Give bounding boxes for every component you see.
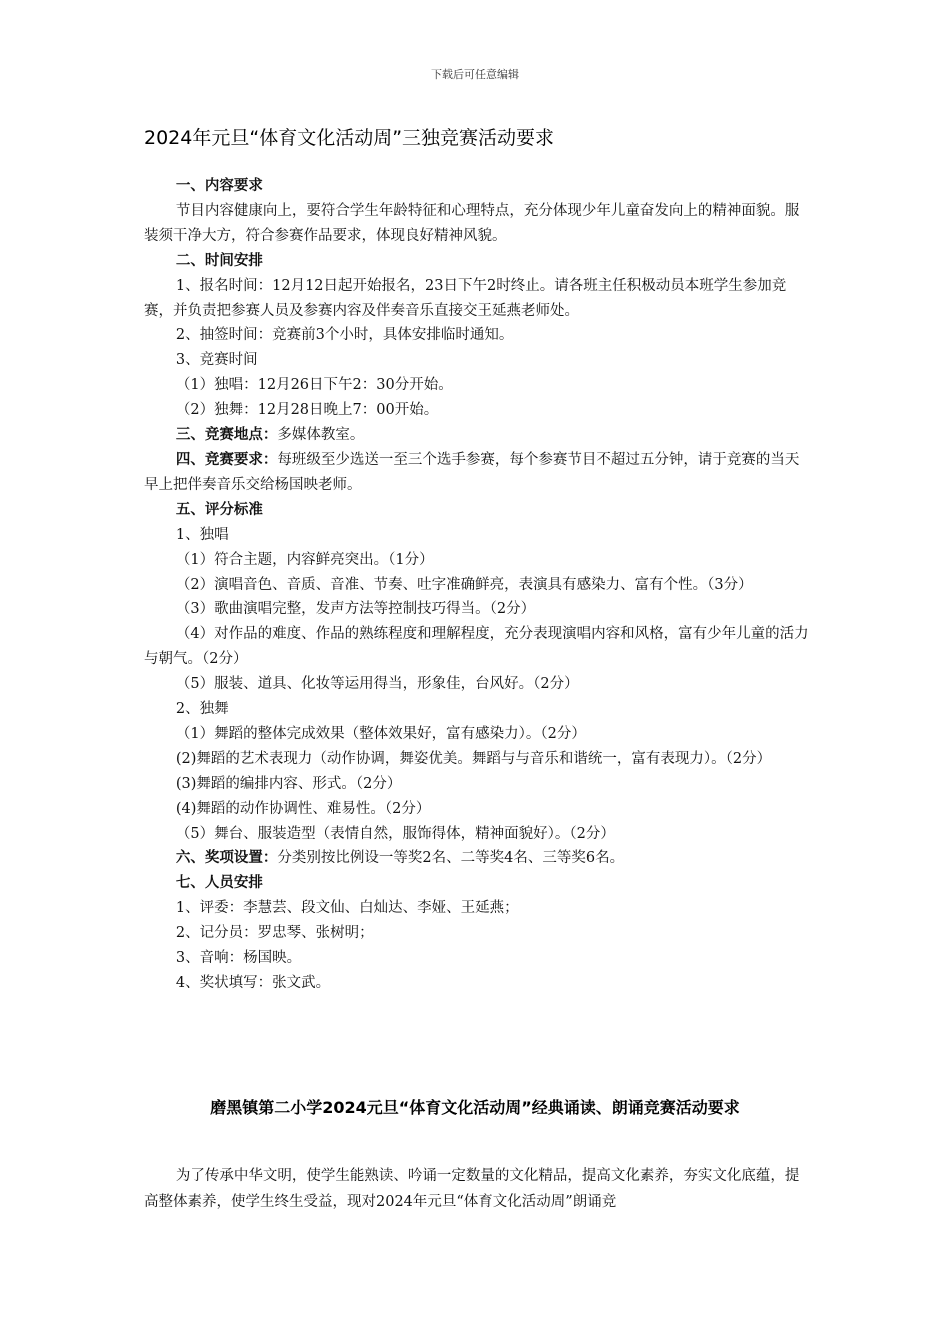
- scoring-sing-1: （1）符合主题，内容鲜亮突出。（1分）: [175, 551, 434, 568]
- scoring-sing-3: （3）歌曲演唱完整，发声方法等控制技巧得当。（2分）: [175, 601, 536, 618]
- paragraph-draw: 2、抽签时间：竞赛前3个小时，具体安排临时通知。: [175, 327, 514, 344]
- paragraph-awards: [144, 846, 812, 871]
- venue-text: 多媒体教室。: [277, 427, 365, 444]
- document-title: 2024年元旦“体育文化活动周”三独竞赛活动要求: [144, 127, 555, 149]
- second-document-title: 磨黑镇第二小学2024元旦“体育文化活动周”经典诵读、朗诵竞赛活动要求: [210, 1098, 740, 1117]
- paragraph-registration: 1、报名时间：12月12日起开始报名，23日下午2时终止。请各班主任积极动员本班学生参加竞赛，并负责把参赛人员及参赛内容及伴奏音乐直接交王延燕老师处。: [144, 277, 787, 319]
- venue-lead: 三、竞赛地点：: [175, 426, 278, 444]
- awards-text: 分类别按比例设一等奖2名、二等奖4名、三等奖6名。: [277, 850, 625, 867]
- scoring-dance-1: （1）舞蹈的整体完成效果（整体效果好，富有感染力）。（2分）: [175, 725, 586, 742]
- second-document-intro: 为了传承中华文明，使学生能熟读、吟诵一定数量的文化精品，提高文化素养，夯实文化底蕴，提高整体素养，使学生终生受益，现对2024年元旦“体育文化活动周”朗诵竞: [144, 1168, 800, 1210]
- paragraph-solo-sing: 1、独唱: [175, 526, 229, 543]
- paragraph-solo-dance: 2、独舞: [175, 701, 229, 718]
- scoring-dance-5: （5）舞台、服装造型（表情自然，服饰得体，精神面貌好）。（2分）: [175, 825, 615, 842]
- section-heading-scoring: 五、评分标准: [175, 500, 263, 518]
- paragraph-competition-time: 3、竞赛时间: [175, 352, 258, 369]
- section-heading-staff: 七、人员安排: [175, 874, 263, 892]
- scoring-sing-4: （4）对作品的难度、作品的熟练程度和理解程度，充分表现演唱内容和风格，富有少年儿童的活力与朝气。（2分）: [144, 626, 809, 668]
- scoring-dance-3: (3)舞蹈的编排内容、形式。（2分）: [175, 775, 402, 792]
- scoring-sing-2: （2）演唱音色、音质、音准、节奏、吐字准确鲜亮，表演具有感染力、富有个性。（3分）: [175, 576, 753, 593]
- paragraph-content: 节目内容健康向上，要符合学生年龄特征和心理特点，充分体现少年儿童奋发向上的精神面貌。服装须干净大方，符合参赛作品要求，体现良好精神风貌。: [144, 202, 800, 244]
- requirements-text: 每班级至少选送一至三个选手参赛，每个参赛节目不超过五分钟，请于竞赛的当天早上把伴奏音乐交给杨国映老师。: [144, 451, 800, 493]
- scoring-dance-2: (2)舞蹈的艺术表现力（动作协调，舞姿优美。舞蹈与与音乐和谐统一，富有表现力）。（2分）: [175, 750, 772, 767]
- section-heading-content: 一、内容要求: [175, 177, 263, 194]
- paragraph-venue: [144, 423, 812, 448]
- page-header: 下载后可任意编辑: [431, 68, 519, 81]
- scoring-sing-5: （5）服装、道具、化妆等运用得当，形象佳，台风好。（2分）: [175, 676, 579, 693]
- paragraph-solo-dance-time: （2）独舞：12月28日晚上7：00开始。: [175, 402, 439, 419]
- staff-judges: 1、评委：李慧芸、段文仙、白灿达、李娅、王延燕；: [175, 900, 519, 917]
- document-body: [144, 174, 812, 996]
- section-heading-time: 二、时间安排: [175, 251, 263, 269]
- scoring-dance-4: (4)舞蹈的动作协调性、难易性。（2分）: [175, 800, 431, 817]
- staff-audio: 3、音响：杨国映。: [175, 950, 302, 967]
- awards-lead: 六、奖项设置：: [175, 849, 278, 867]
- staff-scorers: 2、记分员：罗忠琴、张树明；: [175, 925, 374, 942]
- paragraph-requirements: [144, 448, 812, 498]
- paragraph-solo-sing-time: （1）独唱：12月26日下午2：30分开始。: [175, 377, 453, 394]
- staff-certificates: 4、奖状填写：张文武。: [175, 975, 331, 991]
- requirements-lead: 四、竞赛要求：: [175, 450, 278, 468]
